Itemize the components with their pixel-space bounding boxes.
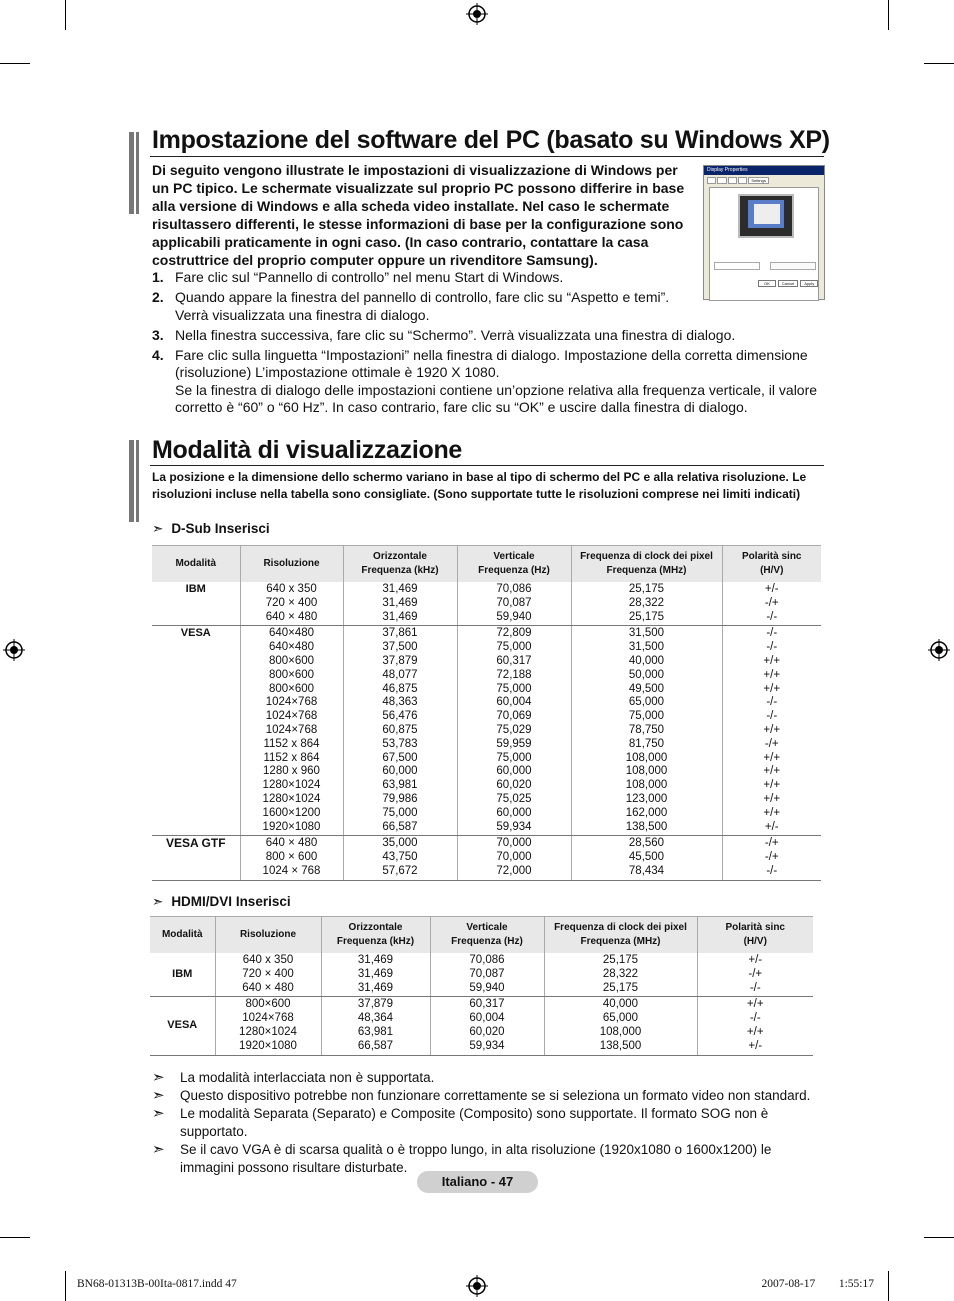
title-rule [150, 156, 824, 157]
registration-mark-icon [928, 639, 950, 661]
dsub-table [152, 545, 821, 881]
step-item: 1. Fare clic sul “Pannello di controllo” nel menu Start di Windows. [152, 269, 564, 285]
crop-mark [65, 1271, 66, 1301]
table-cell-res: 640×480 640×480 800×600 800×600 800×600 1024×768 1024×768 1024×768 1152 x 864 1152 x 864 1280 x 960 1280×1024 1280×1024 1600×1200 1920×1080 [240, 626, 343, 836]
table-cell-clk: 40,000 65,000 108,000 138,500 [544, 997, 697, 1055]
step-item: 3. Nella finestra successiva, fare clic su “Schermo”. Verrà visualizzata una finestra di dialogo. [152, 326, 736, 343]
registration-mark-icon [3, 639, 25, 661]
table-cell-v: 60,317 60,004 60,020 59,934 [430, 997, 544, 1055]
title-rule [150, 465, 824, 466]
table-header-cell: Verticale Frequenza (Hz) [430, 917, 544, 954]
crop-mark [924, 1237, 954, 1238]
table-header-cell: Modalità [152, 546, 240, 583]
table-header-cell: Frequenza di clock dei pixel Frequenza (MHz) [571, 546, 722, 583]
table-cell-mode: VESA [150, 997, 215, 1055]
step4-extra: Se la finestra di dialogo delle impostazioni contiene un’opzione relativa alla frequenza verticale, il valore corretto è “60” o “60 Hz”. In caso contrario, fare clic su “OK” e uscire dalla finestra di dialogo. [175, 381, 818, 415]
step-item: 4. Fare clic sulla linguetta “Impostazioni” nella finestra di dialogo. Impostazione della corretta dimensione (risoluzione) L’impostazione ottimale è 1920 X 1080. Se la finestra di dialogo delle impostazioni contiene un’opzione relativa alla frequenza verticale, il valore corretto è “60” o “60 Hz”. In caso contrario, fare clic su “OK” e uscire dalla finestra di dialogo. [152, 346, 818, 415]
footer-file: BN68-01313B-00Ita-0817.indd 47 [77, 1278, 237, 1290]
table-row [150, 997, 813, 1055]
section-bar [129, 132, 134, 214]
hdmi-label: ➣ HDMI/DVI Inserisci [152, 894, 291, 909]
table-cell-res: 640 x 350 720 × 400 640 × 480 [240, 582, 343, 626]
arrow-right-icon: ➣ [152, 1069, 165, 1086]
table-header-cell: Orizzontale Frequenza (kHz) [343, 546, 457, 583]
table-header-cell: Polarità sinc (H/V) [697, 917, 813, 954]
crop-mark [888, 1271, 889, 1301]
table-cell-clk: 25,175 28,322 25,175 [571, 582, 722, 626]
arrow-right-icon: ➣ [152, 894, 164, 909]
arrow-right-icon: ➣ [152, 1105, 165, 1122]
table-cell-res: 640 × 480 800 × 600 1024 × 768 [240, 836, 343, 880]
hdmi-table [150, 916, 813, 1056]
footer-date: 2007-08-17 ￿￿ 1:55:17 [761, 1278, 874, 1290]
section2-intro: La posizione e la dimensione dello schermo variano in base al tipo di schermo del PC e alla relativa risoluzione. Le risoluzioni incluse nella tabella sono consigliate. (Sono supportate tutte le risoluzioni comprese nei limiti indicati) [152, 470, 807, 501]
section-bar [129, 440, 134, 522]
table-header-cell: Orizzontale Frequenza (kHz) [321, 917, 430, 954]
arrow-right-icon: ➣ [152, 521, 164, 536]
registration-mark-icon [466, 1275, 488, 1297]
table-header-row [152, 546, 821, 583]
dialog-tab-settings: Settings [748, 177, 768, 184]
dsub-label: ➣ D-Sub Inserisci [152, 521, 270, 536]
section1-intro: Di seguito vengono illustrate le impostazioni di visualizzazione di Windows per un PC tipico. Le schermate visualizzate sul proprio PC possono differire in base alla versione di Windows e alla scheda video installate. Nel caso le schermate risultassero differenti, le stesse informazioni di base per la configurazione sono applicabili praticamente in ogni caso. (In caso contrario, contattare la casa costruttrice del proprio computer oppure un rivenditore Samsung). [152, 162, 685, 268]
section2-title: Modalità di visualizzazione [152, 436, 463, 464]
section-bar [136, 132, 139, 214]
table-row [152, 836, 821, 880]
table-cell-v: 72,809 75,000 60,317 72,188 75,000 60,004 70,069 75,029 59,959 75,000 60,000 60,020 75,025 60,000 59,934 [457, 626, 571, 836]
notes-list [152, 1069, 824, 1177]
table-cell-mode: VESA GTF [152, 836, 240, 880]
table-cell-h: 35,000 43,750 57,672 [343, 836, 457, 880]
dialog-apply-button: Apply [800, 280, 818, 287]
table-cell-clk: 25,175 28,322 25,175 [544, 953, 697, 997]
step-item: 2. Quando appare la finestra del pannello di controllo, fare clic su “Aspetto e temi”. Verrà visualizzata una finestra di dialogo. [152, 289, 670, 323]
table-header-cell: Modalità [150, 917, 215, 954]
table-cell-clk: 28,560 45,500 78,434 [571, 836, 722, 880]
crop-mark [888, 0, 889, 30]
table-cell-res: 640 x 350 720 × 400 640 × 480 [215, 953, 321, 997]
table-header-cell: Risoluzione [240, 546, 343, 583]
monitor-preview [738, 194, 794, 238]
table-cell-v: 70,000 70,000 72,000 [457, 836, 571, 880]
table-cell-pol: +/- -/+ -/- [697, 953, 813, 997]
dialog-cancel-button: Cancel [778, 280, 798, 287]
table-cell-pol: +/- -/+ -/- [722, 582, 821, 626]
table-cell-mode: IBM [150, 953, 215, 997]
table-header-cell: Polarità sinc (H/V) [722, 546, 821, 583]
registration-mark-icon [466, 3, 488, 25]
crop-mark [0, 1237, 30, 1238]
table-cell-pol: +/+ -/- +/+ +/- [697, 997, 813, 1055]
dialog-title: Display Properties [704, 166, 824, 175]
table-row [152, 626, 821, 836]
dialog-ok-button: OK [758, 280, 776, 287]
section1-title: Impostazione del software del PC (basato su Windows XP) [152, 126, 830, 154]
note-item: ➣ Questo dispositivo potrebbe non funzionare correttamente se si seleziona un formato video non standard. [152, 1087, 811, 1104]
table-header-row [150, 917, 813, 954]
table-cell-res: 800×600 1024×768 1280×1024 1920×1080 [215, 997, 321, 1055]
step4-text: Fare clic sulla linguetta “Impostazioni” nella finestra di dialogo. Impostazione della corretta dimensione (risoluzione) L’impostazione ottimale è 1920 X 1080. [175, 346, 808, 380]
section-bar [136, 440, 139, 522]
table-cell-v: 70,086 70,087 59,940 [457, 582, 571, 626]
steps-list [152, 269, 824, 419]
table-header-cell: Risoluzione [215, 917, 321, 954]
table-cell-mode: VESA [152, 626, 240, 836]
arrow-right-icon: ➣ [152, 1141, 165, 1158]
arrow-right-icon: ➣ [152, 1087, 165, 1104]
table-cell-v: 70,086 70,087 59,940 [430, 953, 544, 997]
table-cell-mode: IBM [152, 582, 240, 626]
table-cell-h: 37,861 37,500 37,879 48,077 46,875 48,363 56,476 60,875 53,783 67,500 60,000 63,981 79,986 75,000 66,587 [343, 626, 457, 836]
table-row [152, 582, 821, 626]
table-cell-h: 31,469 31,469 31,469 [321, 953, 430, 997]
page-number-badge: Italiano - 47 [417, 1171, 538, 1193]
table-cell-pol: -/- -/- +/+ +/+ +/+ -/- -/- +/+ -/+ +/+ +/+ +/+ +/+ +/+ +/- [722, 626, 821, 836]
table-cell-h: 37,879 48,364 63,981 66,587 [321, 997, 430, 1055]
table-row [150, 953, 813, 997]
crop-mark [65, 0, 66, 30]
table-cell-pol: -/+ -/+ -/- [722, 836, 821, 880]
crop-mark [0, 63, 30, 64]
note-item: ➣ Se il cavo VGA è di scarsa qualità o è troppo lungo, in alta risoluzione (1920x1080 o 1600x1200) le immagini possono risultare disturbate. [152, 1141, 772, 1175]
table-cell-clk: 31,500 31,500 40,000 50,000 49,500 65,000 75,000 78,750 81,750 108,000 108,000 108,000 123,000 162,000 138,500 [571, 626, 722, 836]
note-item: ➣ Le modalità Separata (Separato) e Composite (Composito) sono supportate. Il formato SOG non è supportato. [152, 1105, 769, 1139]
table-cell-h: 31,469 31,469 31,469 [343, 582, 457, 626]
table-header-cell: Frequenza di clock dei pixel Frequenza (MHz) [544, 917, 697, 954]
table-header-cell: Verticale Frequenza (Hz) [457, 546, 571, 583]
crop-mark [924, 63, 954, 64]
note-item: ➣ La modalità interlacciata non è supportata. [152, 1069, 435, 1086]
